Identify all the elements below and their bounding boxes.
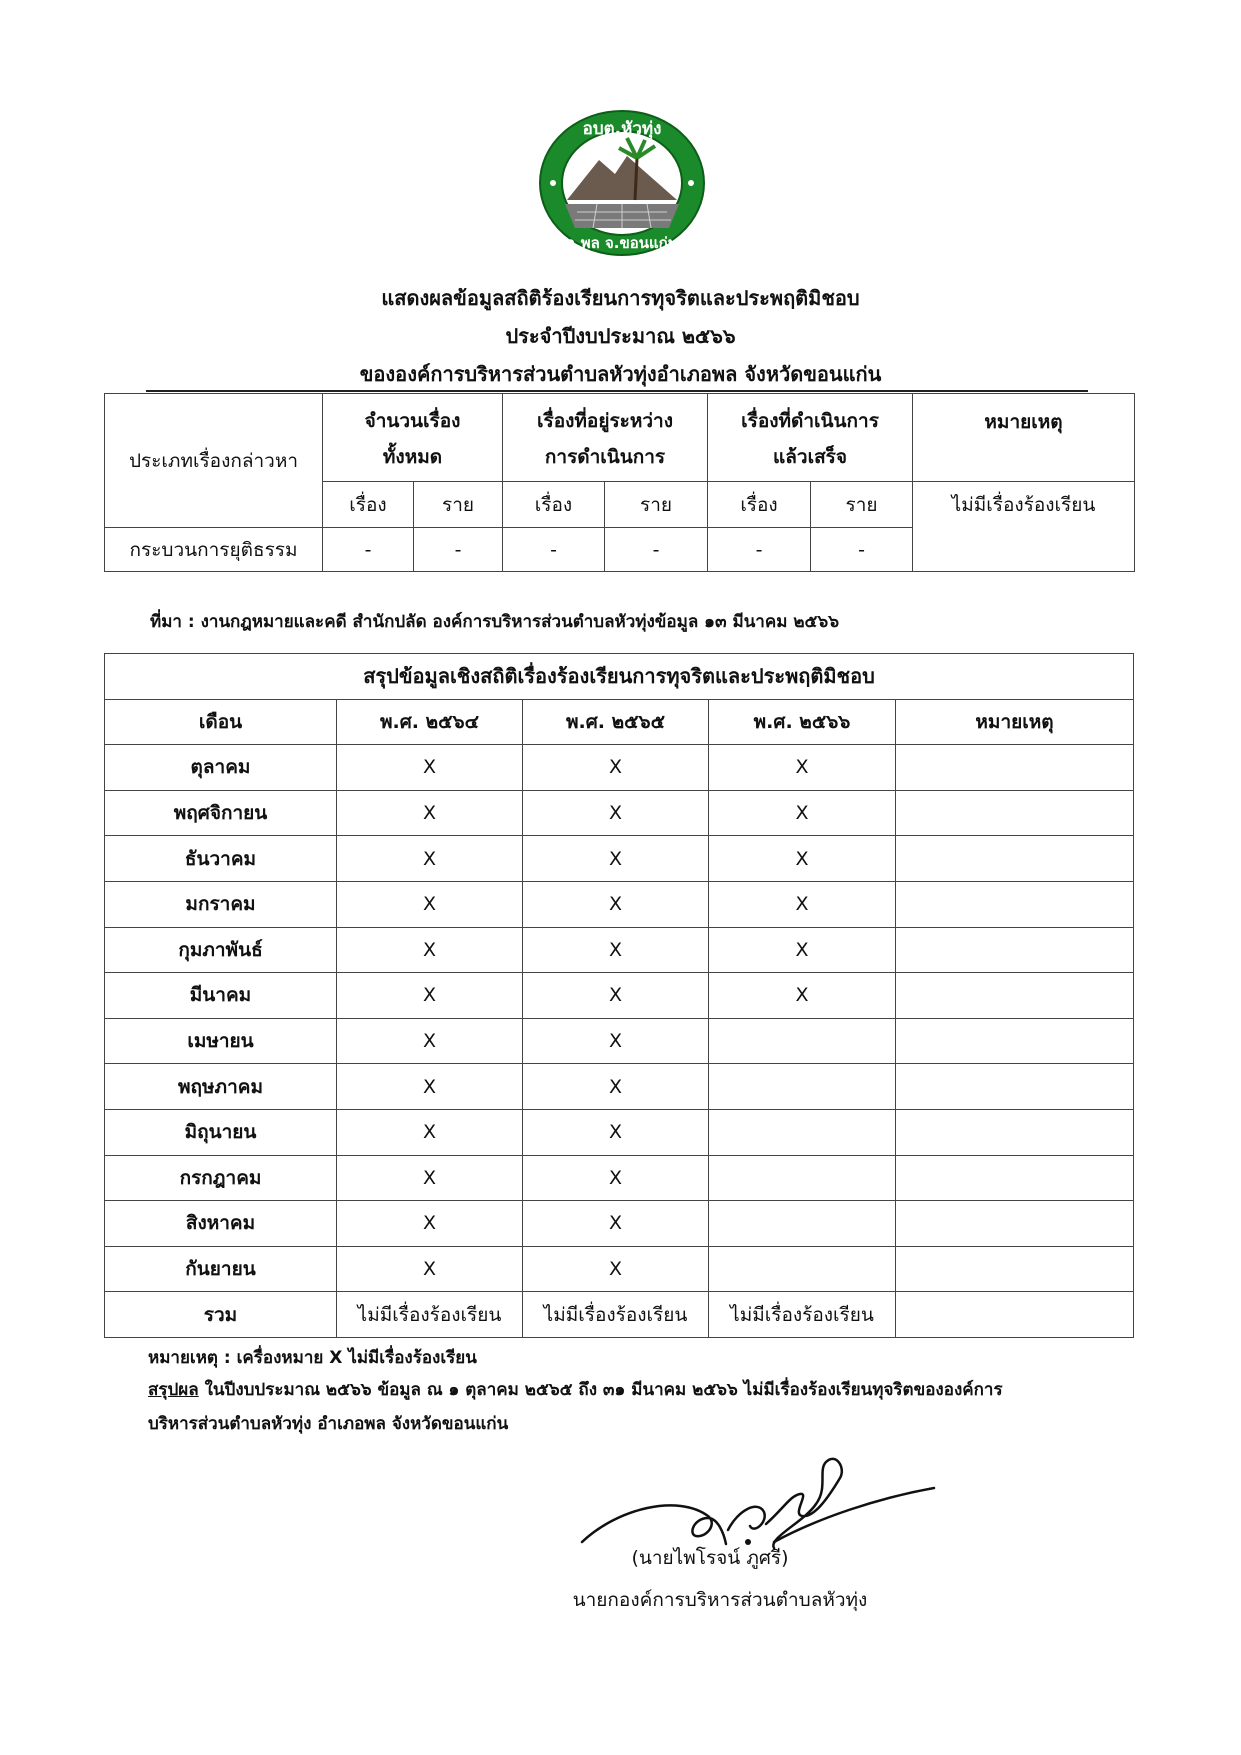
year-2564-cell: X bbox=[337, 881, 523, 927]
table-row bbox=[105, 1018, 1134, 1064]
remark-header: หมายเหตุ bbox=[913, 394, 1135, 482]
month-cell: สิงหาคม bbox=[105, 1201, 337, 1247]
svg-text:อ.พล จ.ขอนแก่น: อ.พล จ.ขอนแก่น bbox=[565, 234, 679, 252]
table-row bbox=[105, 881, 1134, 927]
remark-cell bbox=[896, 790, 1134, 836]
value-cell: - bbox=[708, 528, 811, 572]
table-row bbox=[105, 1155, 1134, 1201]
month-cell: มกราคม bbox=[105, 881, 337, 927]
table-row bbox=[105, 790, 1134, 836]
year-2564-cell: X bbox=[337, 973, 523, 1019]
signer-name: (นายไพโรจน์ ภูศรี) bbox=[631, 1547, 789, 1569]
month-cell: พฤษภาคม bbox=[105, 1064, 337, 1110]
category-header: ประเภทเรื่องกล่าวหา bbox=[105, 394, 323, 528]
total-2565-cell: ไม่มีเรื่องร้องเรียน bbox=[523, 1292, 709, 1338]
signer-position: นายกองค์การบริหารส่วนตำบลหัวทุ่ง bbox=[572, 1589, 868, 1611]
table-row bbox=[105, 1201, 1134, 1247]
table-row bbox=[105, 1246, 1134, 1292]
month-cell: กันยายน bbox=[105, 1246, 337, 1292]
month-cell: พฤศจิกายน bbox=[105, 790, 337, 836]
year-2566-cell: X bbox=[709, 836, 896, 882]
remark-cell bbox=[896, 1201, 1134, 1247]
handwritten-signature bbox=[578, 1438, 938, 1550]
year-2565-cell: X bbox=[523, 881, 709, 927]
month-cell: มีนาคม bbox=[105, 973, 337, 1019]
sub-header-matters: เรื่อง bbox=[708, 482, 811, 528]
year-2566-cell: X bbox=[709, 745, 896, 791]
sub-header-persons: ราย bbox=[605, 482, 708, 528]
value-cell: - bbox=[605, 528, 708, 572]
svg-text:อบต.หัวทุ่ง: อบต.หัวทุ่ง bbox=[582, 119, 662, 139]
year-2565-cell: X bbox=[523, 927, 709, 973]
legend-note: หมายเหตุ : เครื่องหมาย X ไม่มีเรื่องร้องเรียน bbox=[148, 1348, 477, 1368]
fiscal-year-title: ประจำปีงบประมาณ ๒๕๖๖ bbox=[505, 324, 736, 348]
year-2564-cell: X bbox=[337, 1201, 523, 1247]
sub-header-persons: ราย bbox=[414, 482, 503, 528]
year-2564-cell: X bbox=[337, 1155, 523, 1201]
remark-value: ไม่มีเรื่องร้องเรียน bbox=[913, 482, 1135, 572]
year-2565-cell: X bbox=[523, 745, 709, 791]
remark-cell bbox=[896, 836, 1134, 882]
year-2566-cell bbox=[709, 1018, 896, 1064]
monthly-statistics-table bbox=[104, 653, 1134, 1338]
year-2565-cell: X bbox=[523, 1246, 709, 1292]
year-2565-column-header: พ.ศ. ๒๕๖๕ bbox=[523, 699, 709, 745]
year-2565-cell: X bbox=[523, 1155, 709, 1201]
year-2566-cell bbox=[709, 1246, 896, 1292]
month-column-header: เดือน bbox=[105, 699, 337, 745]
total-label: รวม bbox=[105, 1292, 337, 1338]
remark-cell bbox=[896, 745, 1134, 791]
table-row bbox=[105, 973, 1134, 1019]
year-2564-column-header: พ.ศ. ๒๕๖๔ bbox=[337, 699, 523, 745]
category-cell: กระบวนการยุติธรรม bbox=[105, 528, 323, 572]
year-2564-cell: X bbox=[337, 745, 523, 791]
month-cell: กรกฎาคม bbox=[105, 1155, 337, 1201]
year-2566-cell: X bbox=[709, 790, 896, 836]
data-source-note: ที่มา : งานกฎหมายและคดี สำนักปลัด องค์การบริหารส่วนตำบลหัวทุ่งข้อมูล ๑๓ มีนาคม ๒๕๖๖ bbox=[150, 612, 840, 632]
completed-header: เรื่องที่ดำเนินการ แล้วเสร็จ bbox=[708, 394, 913, 482]
remark-cell bbox=[896, 927, 1134, 973]
report-title: แสดงผลข้อมูลสถิติร้องเรียนการทุจริตและประพฤติมิชอบ bbox=[381, 286, 860, 310]
year-2564-cell: X bbox=[337, 836, 523, 882]
remark-cell bbox=[896, 1246, 1134, 1292]
remark-cell bbox=[896, 973, 1134, 1019]
year-2566-cell bbox=[709, 1155, 896, 1201]
remark-cell bbox=[896, 1064, 1134, 1110]
table-row bbox=[105, 1109, 1134, 1155]
in-progress-header: เรื่องที่อยู่ระหว่าง การดำเนินการ bbox=[503, 394, 708, 482]
remark-cell bbox=[896, 1109, 1134, 1155]
month-cell: ธันวาคม bbox=[105, 836, 337, 882]
year-2564-cell: X bbox=[337, 1018, 523, 1064]
month-cell: ตุลาคม bbox=[105, 745, 337, 791]
table-row bbox=[105, 927, 1134, 973]
year-2566-cell: X bbox=[709, 973, 896, 1019]
total-2564-cell: ไม่มีเรื่องร้องเรียน bbox=[337, 1292, 523, 1338]
value-cell: - bbox=[503, 528, 605, 572]
year-2564-cell: X bbox=[337, 1246, 523, 1292]
year-2565-cell: X bbox=[523, 1109, 709, 1155]
table-row bbox=[105, 1064, 1134, 1110]
remark-column-header: หมายเหตุ bbox=[896, 699, 1134, 745]
year-2565-cell: X bbox=[523, 836, 709, 882]
month-cell: กุมภาพันธ์ bbox=[105, 927, 337, 973]
summary-line-1 bbox=[148, 1376, 1003, 1403]
table-row bbox=[105, 836, 1134, 882]
statistics-table-title: สรุปข้อมูลเชิงสถิติเรื่องร้องเรียนการทุจริตและประพฤติมิชอบ bbox=[105, 654, 1134, 700]
organization-seal-logo bbox=[537, 108, 707, 258]
year-2565-cell: X bbox=[523, 1018, 709, 1064]
month-cell: เมษายน bbox=[105, 1018, 337, 1064]
total-count-header: จำนวนเรื่อง ทั้งหมด bbox=[323, 394, 503, 482]
value-cell: - bbox=[414, 528, 503, 572]
remark-cell bbox=[896, 1018, 1134, 1064]
summary-label: สรุปผล bbox=[148, 1380, 199, 1400]
year-2565-cell: X bbox=[523, 790, 709, 836]
year-2566-cell: X bbox=[709, 881, 896, 927]
complaint-type-table bbox=[104, 393, 1135, 572]
total-remark-cell bbox=[896, 1292, 1134, 1338]
total-row bbox=[105, 1292, 1134, 1338]
sub-header-matters: เรื่อง bbox=[503, 482, 605, 528]
year-2565-cell: X bbox=[523, 1064, 709, 1110]
year-2564-cell: X bbox=[337, 790, 523, 836]
year-2565-cell: X bbox=[523, 973, 709, 1019]
value-cell: - bbox=[323, 528, 414, 572]
organization-title: ขององค์การบริหารส่วนตำบลหัวทุ่งอำเภอพล จังหวัดขอนแก่น bbox=[359, 362, 882, 386]
table-row bbox=[105, 745, 1134, 791]
summary-text: ในปีงบประมาณ ๒๕๖๖ ข้อมูล ณ ๑ ตุลาคม ๒๕๖๕ ถึง ๓๑ มีนาคม ๒๕๖๖ ไม่มีเรื่องร้องเรียนทุจริตขององค์การ bbox=[198, 1380, 1003, 1400]
value-cell: - bbox=[811, 528, 913, 572]
year-2564-cell: X bbox=[337, 1109, 523, 1155]
year-2566-column-header: พ.ศ. ๒๕๖๖ bbox=[709, 699, 896, 745]
year-2564-cell: X bbox=[337, 1064, 523, 1110]
remark-cell bbox=[896, 1155, 1134, 1201]
total-2566-cell: ไม่มีเรื่องร้องเรียน bbox=[709, 1292, 896, 1338]
year-2565-cell: X bbox=[523, 1201, 709, 1247]
year-2566-cell bbox=[709, 1201, 896, 1247]
year-2566-cell: X bbox=[709, 927, 896, 973]
summary-line-2: บริหารส่วนตำบลหัวทุ่ง อำเภอพล จังหวัดขอนแก่น bbox=[148, 1414, 509, 1434]
year-2566-cell bbox=[709, 1109, 896, 1155]
header-underline bbox=[146, 390, 1088, 392]
year-2566-cell bbox=[709, 1064, 896, 1110]
year-2564-cell: X bbox=[337, 927, 523, 973]
sub-header-matters: เรื่อง bbox=[323, 482, 414, 528]
remark-cell bbox=[896, 881, 1134, 927]
sub-header-persons: ราย bbox=[811, 482, 913, 528]
month-cell: มิถุนายน bbox=[105, 1109, 337, 1155]
